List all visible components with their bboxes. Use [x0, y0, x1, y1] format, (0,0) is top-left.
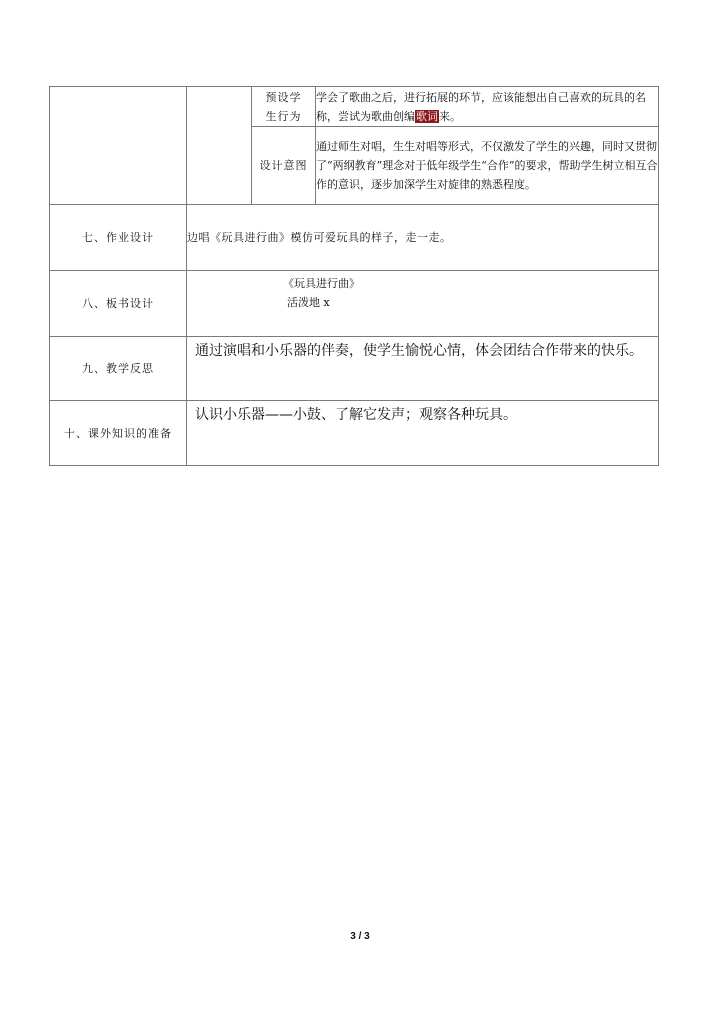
preset-behavior-label — [252, 87, 316, 127]
table-row-homework — [50, 205, 659, 271]
preset-behavior-text: 学会了歌曲之后，进行拓展的环节，应该能想出自己喜欢的玩具的名称，尝试为歌曲创编 — [316, 90, 646, 123]
board-subtitle: 活泼地 x — [287, 296, 330, 309]
table-row-extra — [50, 401, 659, 466]
reflection-label: 九、教学反思 — [50, 337, 187, 401]
preset-behavior-label-text: 预设学生行为 — [265, 90, 302, 123]
highlighted-word: 歌词 — [416, 109, 438, 123]
empty-cell — [187, 87, 252, 205]
board-design-label: 八、板书设计 — [50, 271, 187, 337]
table-row-reflection — [50, 337, 659, 401]
table-row-board — [50, 271, 659, 337]
preset-behavior-text-end: 来。 — [439, 109, 461, 123]
design-intent-text: 通过师生对唱，生生对唱等形式，不仅激发了学生的兴趣，同时又贯彻了“两纲教育”理念对于低年级学生“合作”的要求，帮助学生树立相互合作的意识，逐步加深学生对旋律的熟悉程度。 — [316, 127, 659, 205]
board-design-cell — [187, 271, 659, 337]
homework-text: 边唱《玩具进行曲》模仿可爱玩具的样子，走一走。 — [187, 205, 659, 271]
reflection-text: 通过演唱和小乐器的伴奏，使学生愉悦心情，体会团结合作带来的快乐。 — [187, 337, 659, 401]
preset-behavior-cell — [316, 87, 659, 127]
extra-knowledge-text: 认识小乐器——小鼓、了解它发声；观察各种玩具。 — [187, 401, 659, 466]
lesson-plan-table — [49, 86, 659, 466]
design-intent-label: 设计意图 — [252, 127, 316, 205]
extra-knowledge-label: 十、课外知识的准备 — [50, 401, 187, 466]
board-title: 《玩具进行曲》 — [283, 277, 360, 290]
empty-cell — [50, 87, 187, 205]
page-number: 3 / 3 — [350, 931, 370, 942]
homework-label: 七、作业设计 — [50, 205, 187, 271]
table-row-preset — [50, 87, 659, 127]
